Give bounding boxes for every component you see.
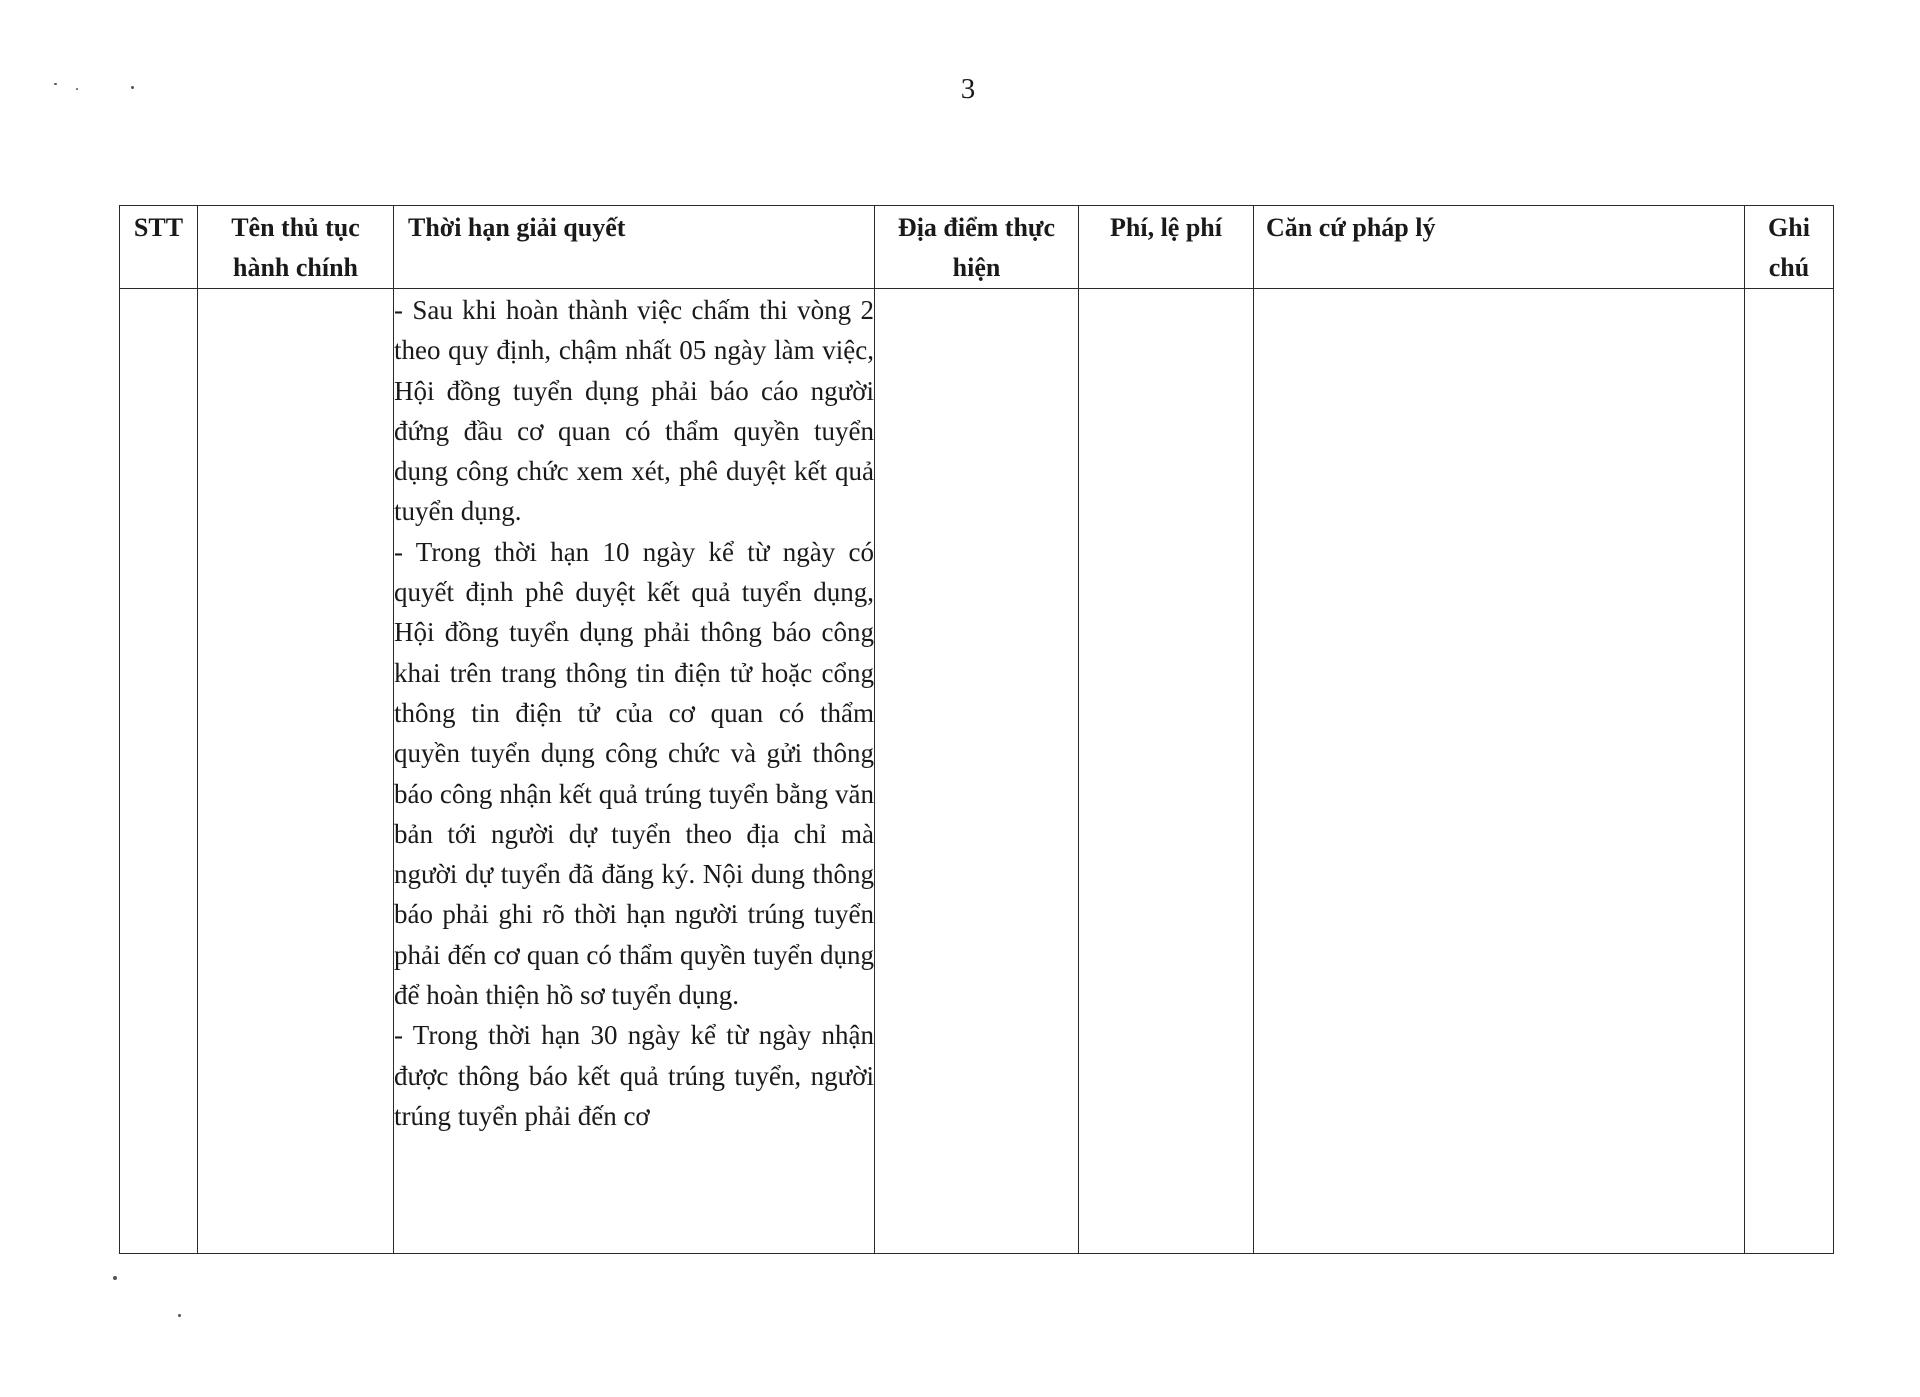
header-label: Ghi bbox=[1768, 213, 1810, 242]
header-legal-basis bbox=[1254, 206, 1745, 289]
cell-procedure-name bbox=[198, 289, 394, 1254]
header-label-line2: hiện bbox=[952, 253, 1001, 282]
header-label: Phí, lệ phí bbox=[1110, 213, 1222, 242]
header-label: STT bbox=[133, 213, 184, 242]
header-processing-time bbox=[394, 206, 875, 289]
header-procedure-name bbox=[198, 206, 394, 289]
processing-time-paragraph: - Trong thời hạn 30 ngày kể từ ngày nhận được thông báo kết quả trúng tuyển, người trúng tuyển phải đến cơ bbox=[394, 1020, 874, 1131]
processing-time-paragraph: - Sau khi hoàn thành việc chấm thi vòng 2 theo quy định, chậm nhất 05 ngày làm việc, Hội đồng tuyển dụng phải báo cáo người đứng đầu cơ quan có thẩm quyền tuyển dụng công chức xem xét, phê duyệt kết quả tuyển dụng. bbox=[394, 295, 874, 527]
cell-notes bbox=[1745, 289, 1834, 1254]
header-notes bbox=[1745, 206, 1834, 289]
scan-speck bbox=[54, 83, 57, 85]
header-label-line2: chú bbox=[1768, 253, 1810, 282]
header-stt bbox=[120, 206, 198, 289]
table-header-row bbox=[120, 206, 1834, 289]
scan-speck bbox=[131, 86, 134, 89]
page-number: 3 bbox=[960, 73, 976, 105]
header-label: Căn cứ pháp lý bbox=[1266, 213, 1436, 242]
header-location bbox=[875, 206, 1079, 289]
processing-time-paragraph: - Trong thời hạn 10 ngày kể từ ngày có quyết định phê duyệt kết quả tuyển dụng, Hội đồng tuyển dụng phải thông báo công khai trên trang thông tin điện tử hoặc cổng thông tin điện tử của cơ quan có thẩm quyền tuyển dụng công chức và gửi thông báo công nhận kết quả trúng tuyển bằng văn bản tới người dự tuyển theo địa chỉ mà người dự tuyển đã đăng ký. Nội dung thông báo phải ghi rõ thời hạn người trúng tuyển phải đến cơ quan có thẩm quyền tuyển dụng để hoàn thiện hồ sơ tuyển dụng. bbox=[394, 536, 874, 1011]
cell-legal-basis bbox=[1254, 289, 1745, 1254]
scan-speck bbox=[178, 1314, 181, 1317]
table-row bbox=[120, 289, 1834, 1254]
cell-location bbox=[875, 289, 1079, 1254]
scan-speck bbox=[113, 1276, 117, 1280]
header-label: Thời hạn giải quyết bbox=[408, 213, 626, 242]
cell-fees bbox=[1079, 289, 1254, 1254]
header-label: Tên thủ tục bbox=[231, 213, 360, 242]
cell-stt bbox=[120, 289, 198, 1254]
procedure-table bbox=[119, 205, 1834, 1254]
header-label: Địa điểm thực bbox=[897, 213, 1056, 242]
header-label-line2: hành chính bbox=[232, 253, 359, 282]
cell-processing-time bbox=[394, 289, 875, 1254]
header-fees bbox=[1079, 206, 1254, 289]
scan-speck bbox=[76, 88, 78, 90]
